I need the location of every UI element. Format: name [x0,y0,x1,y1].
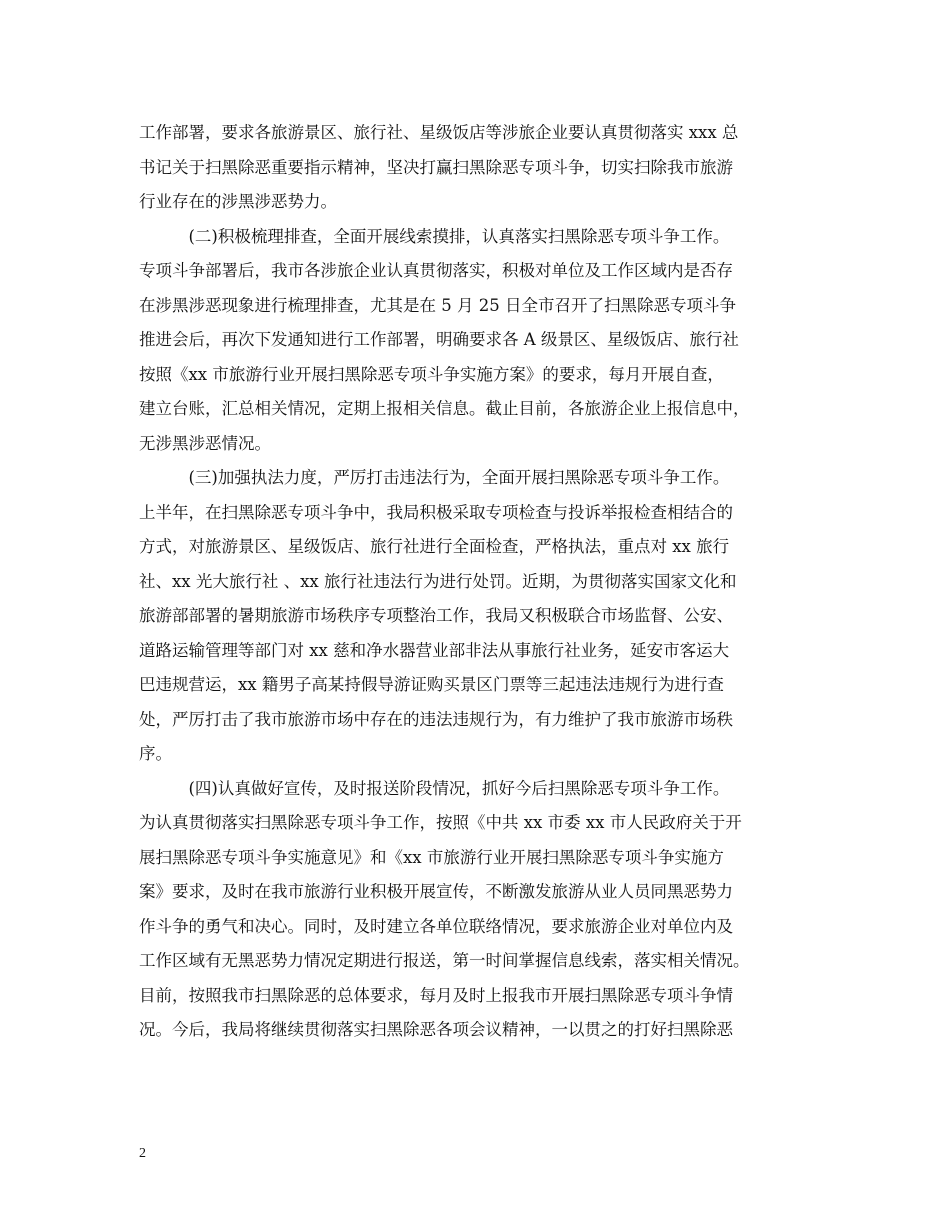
text-line: 推进会后，再次下发通知进行工作部署，明确要求各 A 级景区、星级饭店、旅行社 [139,330,739,349]
text-line: 在涉黑涉恶现象进行梳理排查，尤其是在 5 月 25 日全市召开了扫黑除恶专项斗争 [139,295,736,315]
text-line: 书记关于扫黑除恶重要指示精神，坚决打赢扫黑除恶专项斗争，切实扫除我市旅游 [139,157,733,177]
text-line: 按照《xx 市旅游行业开展扫黑除恶专项斗争实施方案》的要求，每月开展自查， [139,364,724,384]
text-line: 序。 [139,744,172,763]
text-line: 巴违规营运，xx 籍男子高某持假导游证购买景区门票等三起违法违规行为进行查 [139,675,724,694]
text-line: 方式，对旅游景区、星级饭店、旅行社进行全面检查，严格执法，重点对 xx 旅行 [139,537,730,556]
text-line: (四)认真做好宣传，及时报送阶段情况，抓好今后扫黑除恶专项斗争工作。 [139,778,730,798]
text-line: 道路运输管理等部门对 xx 慈和净水器营业部非法从事旅行社业务，延安市客运大 [139,640,730,660]
text-line: 社、xx 光大旅行社 、xx 旅行社违法行为进行处罚。近期，为贯彻落实国家文化和 [139,571,737,591]
text-line: 工作区域有无黑恶势力情况定期进行报送，第一时间掌握信息线索，落实相关情况。 [139,951,750,970]
page-number: 2 [139,1146,146,1161]
text-line: 旅游部部署的暑期旅游市场秩序专项整治工作，我局又积极联合市场监督、公安、 [139,606,733,625]
text-line: 专项斗争部署后，我市各涉旅企业认真贯彻落实，积极对单位及工作区域内是否存 [139,261,733,280]
text-line: (三)加强执法力度，严厉打击违法行为，全面开展扫黑除恶专项斗争工作。 [139,468,730,487]
text-line: 展扫黑除恶专项斗争实施意见》和《xx 市旅游行业开展扫黑除恶专项斗争实施方 [139,847,724,867]
text-line: 无涉黑涉恶情况。 [139,433,271,453]
text-line: 处，严厉打击了我市旅游市场中存在的违法违规行为，有力维护了我市旅游市场秩 [139,709,733,729]
text-line: 案》要求，及时在我市旅游行业积极开展宣传，不断激发旅游从业人员同黑恶势力 [139,882,733,901]
text-line: 为认真贯彻落实扫黑除恶专项斗争工作，按照《中共 xx 市委 xx 市人民政府关于开 [139,813,742,832]
text-line: (二)积极梳理排查，全面开展线索摸排，认真落实扫黑除恶专项斗争工作。 [139,226,730,246]
text-line: 况。今后，我局将继续贯彻落实扫黑除恶各项会议精神，一以贯之的打好扫黑除恶 [139,1020,733,1039]
text-line: 目前，按照我市扫黑除恶的总体要求，每月及时上报我市开展扫黑除恶专项斗争情 [139,985,733,1005]
text-line: 作斗争的勇气和决心。同时，及时建立各单位联络情况，要求旅游企业对单位内及 [139,916,733,936]
text-line: 上半年，在扫黑除恶专项斗争中，我局积极采取专项检查与投诉举报检查相结合的 [139,502,733,522]
text-line: 行业存在的涉黑涉恶势力。 [139,192,337,211]
text-line: 工作部署，要求各旅游景区、旅行社、星级饭店等涉旅企业要认真贯彻落实 xxx 总 [139,123,739,142]
text-line: 建立台账，汇总相关情况，定期上报相关信息。截止目前，各旅游企业上报信息中， [139,399,750,418]
